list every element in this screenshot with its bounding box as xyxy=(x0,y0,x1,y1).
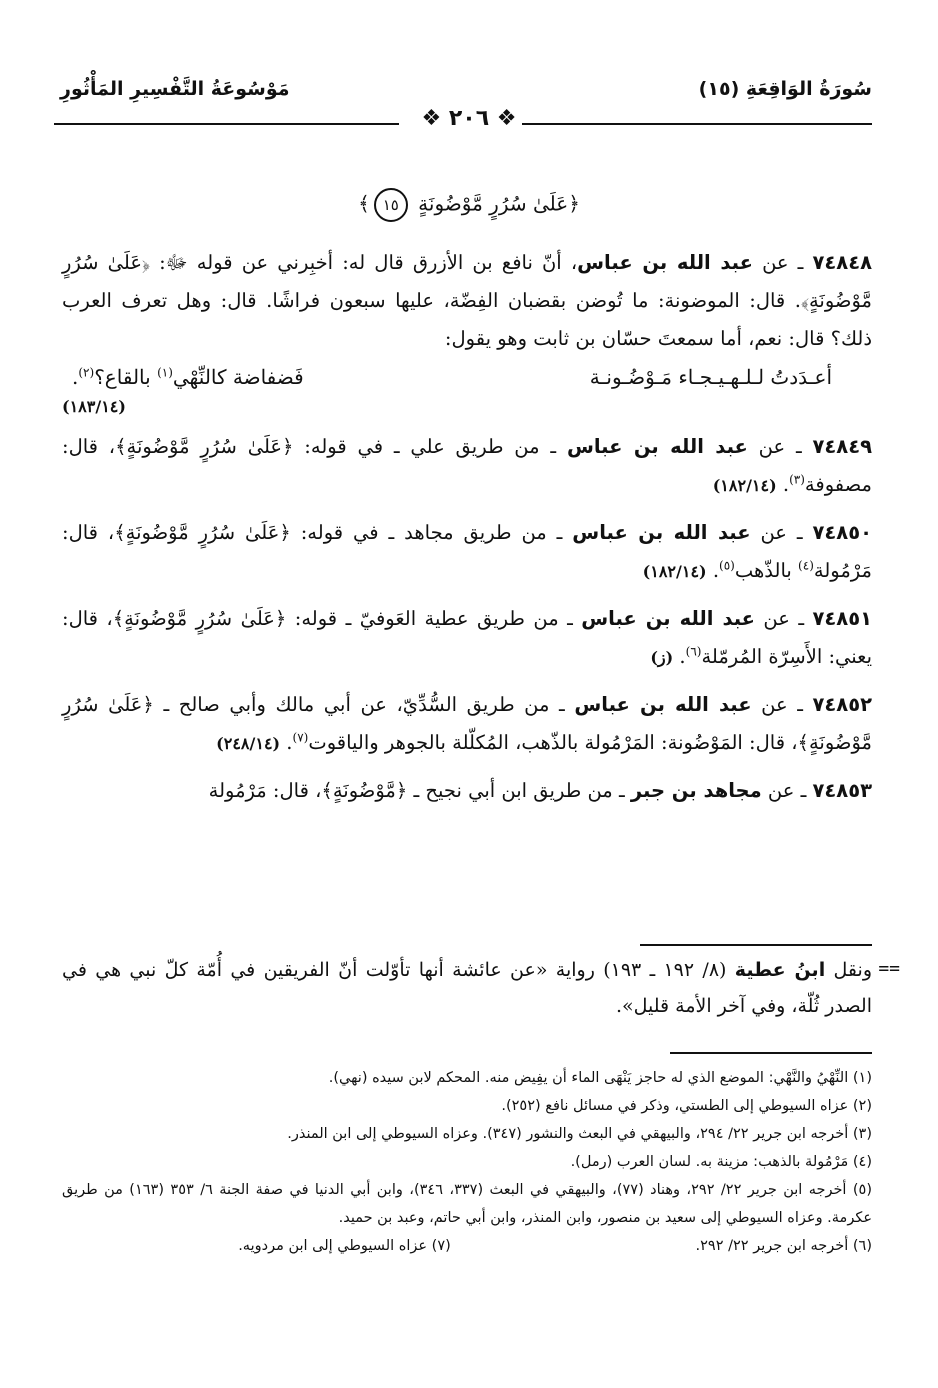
narration-entry: ٧٤٨٥٢ ـ عن عبد الله بن عباس ـ من طريق السُّدِّيّ، عن أبي مالك وأبي صالح ـ ﴿عَلَىٰ سُرُرٍ مَّوْضُونَةٍ﴾، قال: المَوْضُونة: المَرْمُولة بالذّهب، المُكلّلة بالجوهر والياقوت$^{(٧)}$. (٢٤٨/١٤) xyxy=(62,693,873,754)
volume-page-ref: (١٨٢/١٤) xyxy=(712,476,777,495)
footnote: (٤) مَرْمُولة بالذهب: مزينة به. لسان العرب (رمل). xyxy=(570,1154,872,1170)
quran-quote: ﴿مَّوْضُونَةٍ﴾ xyxy=(321,779,408,802)
footnote: (٢) عزاه السيوطي إلى الطستي، وذكر في مسائل نافع (٢٥٢). xyxy=(501,1098,872,1114)
footnote: (٦) أخرجه ابن جرير ٢٢/ ٢٩٢. xyxy=(695,1238,872,1254)
book-title: مَوْسُوعَةُ التَّفْسِيرِ المَأْثُورِ xyxy=(60,78,290,100)
poem-hemistich-1: أعـدَدتُ لـلـهـيـجـاء مَـوْضُـونـة xyxy=(589,365,832,389)
quran-quote: ﴿عَلَىٰ سُرُرٍ مَّوْضُونَةٍ﴾ xyxy=(112,607,287,630)
narration-entry: ٧٤٨٤٨ ـ عن عبد الله بن عباس، أنّ نافع بن الأزرق قال له: أخبِرني عن قوله ﷻ: ﴿عَلَىٰ سُرُرٍ مَّوْضُونَةٍ﴾. قال: الموضونة: ما تُوضن بقضبان الفِضّة، عليها سبعون فراشًا. قال: وهل تعرف العرب ذلك؟ قال: نعم، أما سمعتَ حسّان بن ثابت وهو يقول: xyxy=(62,251,873,350)
page-number: ❖ ٢٠٦ ❖ xyxy=(421,106,517,131)
quran-quote: ﴿عَلَىٰ سُرُرٍ مَّوْضُونَةٍ﴾ xyxy=(62,251,872,312)
ornament-icon: ❖ xyxy=(421,106,449,131)
narration-entry: ٧٤٨٥٠ ـ عن عبد الله بن عباس ـ من طريق مجاهد ـ في قوله: ﴿عَلَىٰ سُرُرٍ مَّوْضُونَةٍ﴾، قال: مَرْمُولة$^{(٤)}$ بالذّهب$^{(٥)}$. (١٨٢/١٤) xyxy=(62,521,872,582)
continuation-mark: == xyxy=(878,958,900,979)
footnote: (٥) أخرجه ابن جرير ٢٢/ ٢٩٢، وهناد (٧٧)، والبيهقي في البعث (٣٣٧، ٣٤٦)، وابن أبي الدنيا في صفة الجنة ٦/ ٣٥٣ (١٦٣) من طريق عكرمة. وعزاه السيوطي إلى سعيد بن منصور، وابن المنذر، وابن أبي حاتم، وعبد بن حميد. xyxy=(62,1182,872,1226)
poem-hemistich-2: فَضفاضة كالنِّهْي$^{(١)}$ بالقاع؟$^{(٢)}$. xyxy=(72,365,304,389)
continuation-note: ونقل ابنُ عطية (٨/ ١٩٢ ـ ١٩٣) رواية «عن عائشة أنها تأوّلت أنّ الفريقين في أُمّة كلّ نبي هي في الصدر ثُلّة، وفي آخر الأمة قليل». xyxy=(62,959,873,1017)
narration-entry: ٧٤٨٤٩ ـ عن عبد الله بن عباس ـ من طريق علي ـ في قوله: ﴿عَلَىٰ سُرُرٍ مَّوْضُونَةٍ﴾، قال: مصفوفة$^{(٣)}$. (١٨٢/١٤) xyxy=(62,435,872,496)
narration-entry: ٧٤٨٥١ ـ عن عبد الله بن عباس ـ من طريق عطية العَوفيّ ـ قوله: ﴿عَلَىٰ سُرُرٍ مَّوْضُونَةٍ﴾، قال: يعني: الأَسِرّة المُرمّلة$^{(٦)}$. (ز) xyxy=(62,607,872,668)
volume-page-ref: (٢٤٨/١٤) xyxy=(216,734,281,753)
verse-number-badge: ١٥ xyxy=(374,188,408,222)
footnote-separator xyxy=(670,1052,872,1054)
footnotes xyxy=(62,1064,872,1260)
ornament-icon: ❖ xyxy=(489,106,517,131)
footnote: (٣) أخرجه ابن جرير ٢٢/ ٢٩٤، والبيهقي في البعث والنشور (٣٤٧). وعزاه السيوطي إلى ابن المنذر. xyxy=(287,1126,872,1142)
quran-quote: ﴿عَلَىٰ سُرُرٍ مَّوْضُونَةٍ﴾ xyxy=(62,693,872,754)
footnote: (١) النِّهْيُ والنَّهْي: الموضع الذي له حاجز يَنْهَى الماء أن يفِيض منه. المحكم لابن سيده (نهي). xyxy=(328,1070,872,1086)
poem-verse xyxy=(62,358,872,396)
body-text xyxy=(62,244,872,819)
volume-page-ref: (ز) xyxy=(650,648,674,667)
volume-page-ref: (١٨٣/١٤) xyxy=(62,397,126,416)
narration-entry: ٧٤٨٥٣ ـ عن مجاهد بن جبر ـ من طريق ابن أبي نجيح ـ ﴿مَّوْضُونَةٍ﴾، قال: مَرْمُولة xyxy=(208,779,872,802)
note-separator xyxy=(640,944,872,946)
quran-quote: ﴿عَلَىٰ سُرُرٍ مَّوْضُونَةٍ﴾ xyxy=(114,521,291,544)
verse-text: عَلَىٰ سُرُرٍ مَّوْضُونَةٍ xyxy=(418,191,569,216)
volume-page-ref: (١٨٢/١٤) xyxy=(642,562,707,581)
surah-title: سُورَةُ الوَاقِعَةِ (١٥) xyxy=(698,78,872,100)
footnote-row xyxy=(62,1232,872,1260)
footnote: (٧) عزاه السيوطي إلى ابن مردويه. xyxy=(238,1238,451,1254)
quran-quote: ﴿عَلَىٰ سُرُرٍ مَّوْضُونَةٍ﴾ xyxy=(115,435,294,458)
verse-heading: ﴿عَلَىٰ سُرُرٍ مَّوْضُونَةٍ ١٥﴾ xyxy=(0,188,938,222)
